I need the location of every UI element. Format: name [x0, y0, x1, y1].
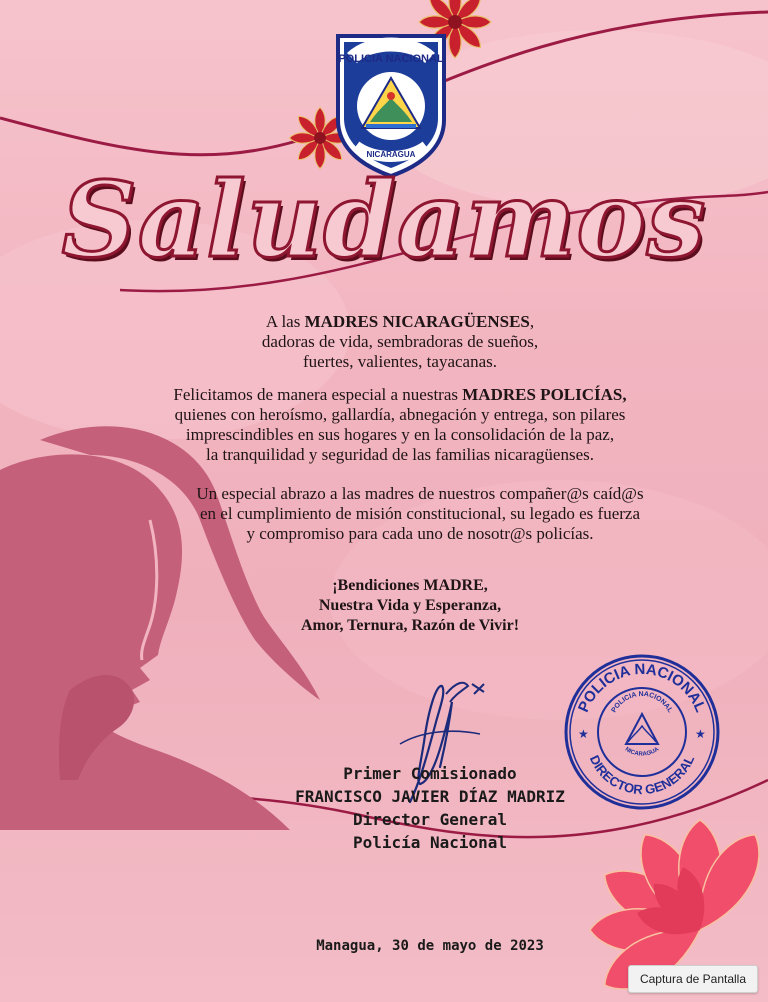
- hug-paragraph: [140, 484, 700, 544]
- congrats-line-4: la tranquilidad y seguridad de las familias nicaragüenses.: [205, 445, 595, 464]
- signature-block: [180, 762, 680, 854]
- screenshot-capture-badge[interactable]: Captura de Pantalla: [628, 965, 758, 993]
- congrats-paragraph: [100, 385, 700, 465]
- congrats-line-1: Felicitamos de manera especial a nuestras MADRES POLICÍAS,: [173, 385, 627, 404]
- signer-name: FRANCISCO JAVIER DÍAZ MADRIZ: [295, 787, 565, 806]
- star-icon: ★: [578, 727, 589, 741]
- police-emblem-logo: [330, 28, 452, 178]
- congrats-line-3: imprescindibles en sus hogares y en la consolidación de la paz,: [185, 425, 615, 444]
- stamp-outer-top-text: POLICIA NACIONAL: [575, 660, 709, 715]
- emblem-bottom-text: NICARAGUA: [366, 150, 416, 159]
- stamp-outer-bottom-text: DIRECTOR GENERAL: [586, 752, 698, 798]
- congrats-line-2: quienes con heroísmo, gallardía, abnegación y entrega, son pilares: [174, 405, 626, 424]
- greeting-line-2: dadoras de vida, sembradoras de sueños,: [261, 332, 539, 351]
- signer-position: Director General: [352, 810, 508, 829]
- blessing-line-3: Amor, Ternura, Razón de Vivir!: [300, 617, 520, 634]
- svg-text:NICARAGUA: [624, 746, 661, 758]
- hug-line-1: Un especial abrazo a las madres de nuestros compañer@s caíd@s: [196, 484, 644, 503]
- blessing-line-1: ¡Bendiciones MADRE,: [332, 577, 488, 594]
- hug-line-2: en el cumplimiento de misión constitucional, su legado es fuerza: [200, 504, 640, 523]
- stamp-inner-bottom-text: NICARAGUA: [623, 746, 661, 758]
- page-title: Saludamos: [61, 158, 707, 281]
- signer-rank: Primer Comisionado: [343, 764, 517, 783]
- star-icon: ★: [695, 727, 706, 741]
- document-date: Managua, 30 de mayo de 2023: [316, 938, 544, 954]
- blessing-line-2: Nuestra Vida y Esperanza,: [318, 597, 502, 614]
- blessing-paragraph: [230, 576, 590, 636]
- greeting-line-1: A las MADRES NICARAGÜENSES,: [265, 312, 535, 331]
- greeting-line-3: fuertes, valientes, tayacanas.: [303, 352, 497, 371]
- signer-institution: Policía Nacional: [352, 833, 508, 852]
- stamp-inner-top-text: POLICIA NACIONAL: [610, 690, 674, 714]
- greeting-paragraph: [120, 312, 680, 372]
- hug-line-3: y compromiso para cada uno de nosotr@s policías.: [246, 524, 594, 543]
- emblem-top-text: POLICIA NACIONAL: [338, 53, 444, 65]
